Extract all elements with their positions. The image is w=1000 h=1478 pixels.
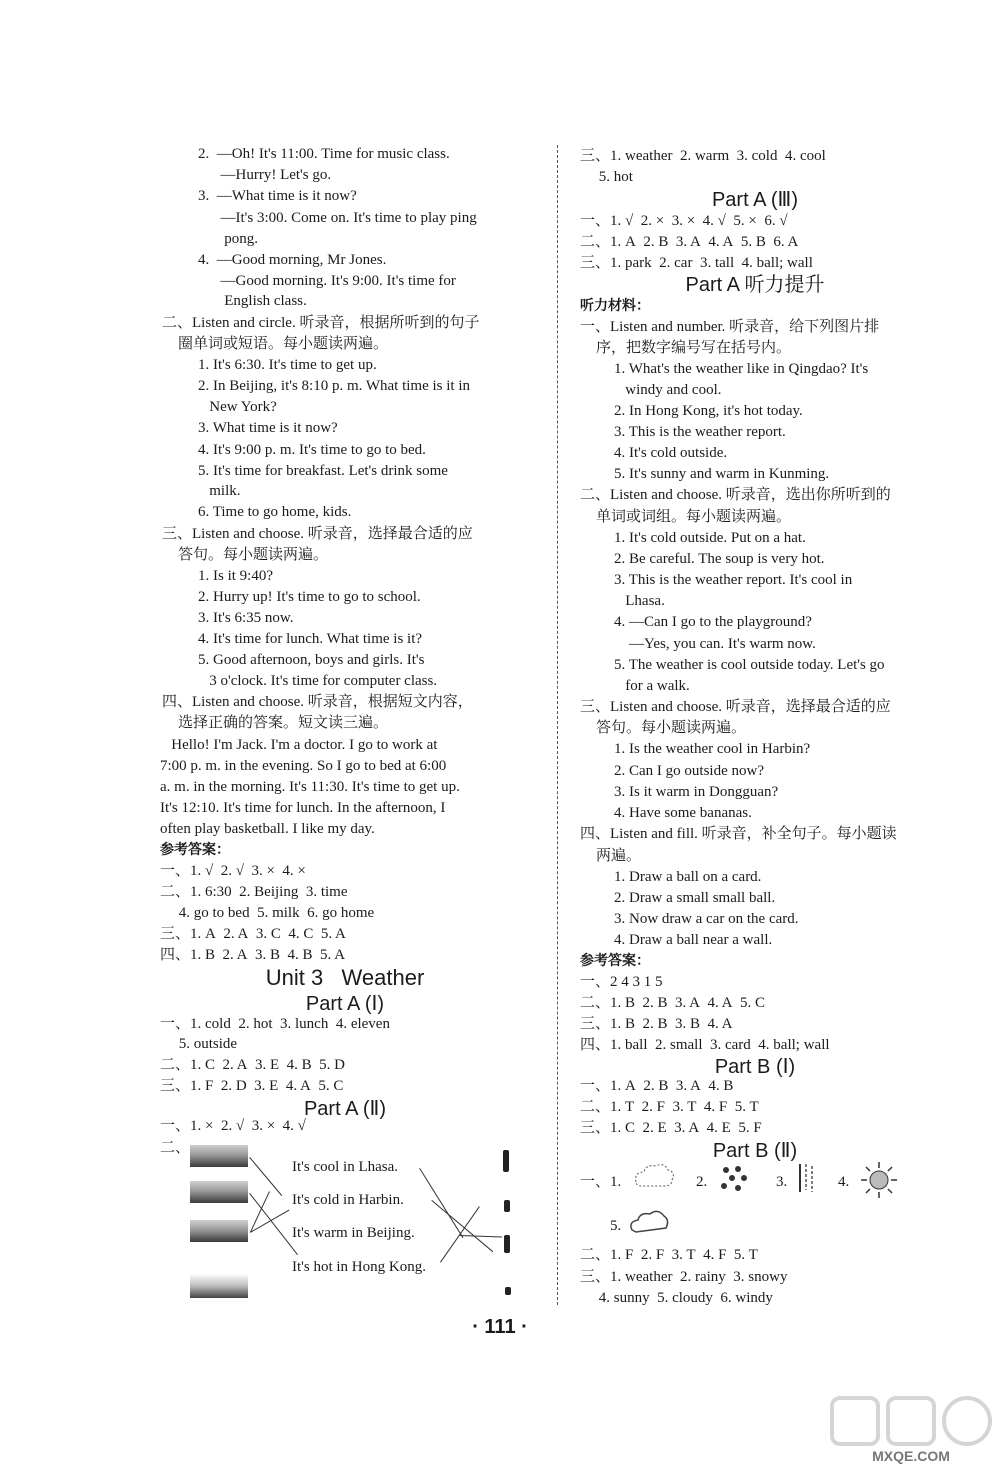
text-line: 3. Is it warm in Dongguan? <box>614 784 779 800</box>
text-line: 选择正确的答案。短文读三遍。 <box>178 715 389 731</box>
text-line: 3. What time is it now? <box>198 420 338 436</box>
item-number: 3. <box>776 1174 788 1190</box>
text-line: 3. It's 6:35 now. <box>198 610 294 626</box>
windy-icon <box>630 1160 678 1196</box>
section-heading: 二、Listen and circle. 听录音，根据所听到的句子 <box>162 315 480 331</box>
unit-title: Unit 3 Weather <box>265 965 425 990</box>
text-line: —Good morning. It's 9:00. It's time for <box>198 273 456 289</box>
text-line: 2. Hurry up! It's time to go to school. <box>198 589 421 605</box>
part-heading: Part A (Ⅰ) <box>305 993 385 1015</box>
answer-line: 二、 <box>160 1140 191 1156</box>
section-heading: 二、Listen and choose. 听录音，选出你所听到的 <box>580 487 891 503</box>
match-sentence: It's warm in Beijing. <box>292 1225 415 1241</box>
match-line <box>419 1168 463 1238</box>
answer-line: 四、1. ball 2. small 3. card 4. ball; wall <box>580 1037 830 1053</box>
page-number: · 111 · <box>472 1316 528 1338</box>
answer-line: 4. sunny 5. cloudy 6. windy <box>580 1290 773 1306</box>
answer-line: 三、1. weather 2. rainy 3. snowy <box>580 1269 788 1285</box>
text-line: It's 12:10. It's time for lunch. In the afternoon, I <box>160 800 446 816</box>
text-line: for a walk. <box>614 678 690 694</box>
item-number: 1. <box>610 1174 622 1190</box>
answer-line: 一、1. √ 2. √ 3. × 4. × <box>160 863 306 879</box>
match-line <box>460 1235 502 1237</box>
text-line: —It's 3:00. Come on. It's time to play ping <box>198 210 477 226</box>
text-line: 1. Is it 9:40? <box>198 568 273 584</box>
text-line: 2. —Oh! It's 11:00. Time for music class. <box>198 146 450 162</box>
answer-line: 二、1. C 2. A 3. E 4. B 5. D <box>160 1057 346 1073</box>
landmark-photo <box>190 1274 248 1298</box>
match-sentence: It's hot in Hong Kong. <box>292 1259 426 1275</box>
thermometer-icon <box>504 1200 510 1212</box>
answer-line: 5. outside <box>160 1036 238 1052</box>
section-heading: 四、Listen and fill. 听录音，补全句子。每小题读 <box>580 826 897 842</box>
thermometer-icon <box>505 1287 511 1295</box>
text-line: 单词或词组。每小题读两遍。 <box>596 509 792 525</box>
text-line: 序，把数字编号写在括号内。 <box>596 340 792 356</box>
text-line: 圈单词或短语。每小题读两遍。 <box>178 336 389 352</box>
text-line: English class. <box>198 293 307 309</box>
answer-line: 一、1. × 2. √ 3. × 4. √ <box>160 1118 306 1134</box>
text-line: 2. Be careful. The soup is very hot. <box>614 551 825 567</box>
text-line: 4. It's 9:00 p. m. It's time to go to bed. <box>198 442 426 458</box>
answer-line: 二、1. F 2. F 3. T 4. F 5. T <box>580 1247 758 1263</box>
section-heading: 三、Listen and choose. 听录音，选择最合适的应 <box>580 699 891 715</box>
text-line: 4. —Can I go to the playground? <box>614 614 812 630</box>
text-line: 两遍。 <box>596 848 642 864</box>
answer-line: 二、1. T 2. F 3. T 4. F 5. T <box>580 1099 759 1115</box>
sunny-icon <box>858 1160 900 1200</box>
cloudy-icon <box>626 1204 672 1238</box>
text-line: 3. —What time is it now? <box>198 188 357 204</box>
text-line: 3 o'clock. It's time for computer class. <box>198 673 438 689</box>
text-line: —Hurry! Let's go. <box>198 167 332 183</box>
match-line <box>249 1157 282 1196</box>
landmark-photo <box>190 1220 248 1242</box>
text-line: 2. Can I go outside now? <box>614 763 764 779</box>
answer-key-label: 参考答案： <box>160 842 230 858</box>
answer-key-label: 参考答案： <box>580 953 650 969</box>
section-heading: 一、Listen and number. 听录音，给下列图片排 <box>580 319 880 335</box>
answer-line: 三、1. weather 2. warm 3. cold 4. cool <box>580 148 826 164</box>
text-line: 答句。每小题读两遍。 <box>178 547 329 563</box>
text-line: 5. The weather is cool outside today. Let's go <box>614 657 885 673</box>
match-line <box>431 1200 493 1252</box>
text-line: Hello! I'm Jack. I'm a doctor. I go to work at <box>160 737 438 753</box>
text-line: milk. <box>198 483 241 499</box>
answer-line: 三、1. B 2. B 3. B 4. A <box>580 1016 733 1032</box>
text-line: 2. In Hong Kong, it's hot today. <box>614 403 803 419</box>
thermometer-icon <box>504 1235 510 1253</box>
text-line: 答句。每小题读两遍。 <box>596 720 747 736</box>
watermark-text: MXQE.COM <box>872 1448 950 1464</box>
text-line: often play basketball. I like my day. <box>160 821 375 837</box>
text-line: 4. It's cold outside. <box>614 445 728 461</box>
text-line: Lhasa. <box>614 593 665 609</box>
text-line: 3. Now draw a car on the card. <box>614 911 799 927</box>
answer-line-label: 一、 <box>580 1174 611 1190</box>
answer-line: 三、1. A 2. A 3. C 4. C 5. A <box>160 926 346 942</box>
answer-line: 一、1. cold 2. hot 3. lunch 4. eleven <box>160 1016 390 1032</box>
text-line: New York? <box>198 399 277 415</box>
text-line: windy and cool. <box>614 382 722 398</box>
part-heading: Part A (Ⅲ) <box>711 189 799 211</box>
text-line: 4. Draw a ball near a wall. <box>614 932 773 948</box>
text-line: 2. In Beijing, it's 8:10 p. m. What time is it in <box>198 378 470 394</box>
item-number: 5. <box>610 1218 622 1234</box>
part-heading: Part A 听力提升 <box>685 274 825 296</box>
text-line: 1. What's the weather like in Qingdao? It's <box>614 361 869 377</box>
part-heading: Part B (Ⅱ) <box>712 1140 798 1162</box>
text-line: —Yes, you can. It's warm now. <box>614 636 816 652</box>
rainy-icon <box>794 1160 824 1196</box>
text-line: 7:00 p. m. in the evening. So I go to bed at 6:00 <box>160 758 447 774</box>
text-line: 3. This is the weather report. It's cool in <box>614 572 853 588</box>
snowy-icon <box>714 1160 754 1196</box>
text-line: a. m. in the morning. It's 11:30. It's time to get up. <box>160 779 460 795</box>
text-line: 1. It's cold outside. Put on a hat. <box>614 530 806 546</box>
part-heading: Part A (Ⅱ) <box>303 1098 387 1120</box>
answer-line: 三、1. C 2. E 3. A 4. E 5. F <box>580 1120 762 1136</box>
text-line: 5. It's sunny and warm in Kunming. <box>614 466 830 482</box>
answer-line: 4. go to bed 5. milk 6. go home <box>160 905 375 921</box>
text-line: 5. It's time for breakfast. Let's drink some <box>198 463 448 479</box>
text-line: 4. —Good morning, Mr Jones. <box>198 252 387 268</box>
answer-line: 二、1. A 2. B 3. A 4. A 5. B 6. A <box>580 234 799 250</box>
text-line: pong. <box>198 231 258 247</box>
match-sentence: It's cool in Lhasa. <box>292 1159 399 1175</box>
listening-material-label: 听力材料： <box>580 298 650 314</box>
text-line: 5. Good afternoon, boys and girls. It's <box>198 652 425 668</box>
text-line: 2. Draw a small small ball. <box>614 890 776 906</box>
answer-line: 四、1. B 2. A 3. B 4. B 5. A <box>160 947 346 963</box>
landmark-photo <box>190 1145 248 1167</box>
item-number: 2. <box>696 1174 708 1190</box>
answer-line: 三、1. F 2. D 3. E 4. A 5. C <box>160 1078 344 1094</box>
text-line: 4. Have some bananas. <box>614 805 752 821</box>
answer-line: 5. hot <box>580 169 633 185</box>
part-heading: Part B (Ⅰ) <box>714 1056 796 1078</box>
thermometer-icon <box>503 1150 509 1172</box>
match-sentence: It's cold in Harbin. <box>292 1192 404 1208</box>
answer-line: 三、1. park 2. car 3. tall 4. ball; wall <box>580 255 813 271</box>
answer-line: 一、2 4 3 1 5 <box>580 974 663 990</box>
column-divider <box>557 145 558 1305</box>
text-line: 6. Time to go home, kids. <box>198 504 352 520</box>
section-heading: 四、Listen and choose. 听录音，根据短文内容， <box>162 694 473 710</box>
item-number: 4. <box>838 1174 850 1190</box>
answer-line: 二、1. 6:30 2. Beijing 3. time <box>160 884 348 900</box>
text-line: 1. Draw a ball on a card. <box>614 869 762 885</box>
answer-line: 一、1. A 2. B 3. A 4. B <box>580 1078 734 1094</box>
text-line: 3. This is the weather report. <box>614 424 786 440</box>
answer-line: 一、1. √ 2. × 3. × 4. √ 5. × 6. √ <box>580 213 788 229</box>
text-line: 1. Is the weather cool in Harbin? <box>614 741 811 757</box>
text-line: 4. It's time for lunch. What time is it? <box>198 631 423 647</box>
answer-line: 二、1. B 2. B 3. A 4. A 5. C <box>580 995 766 1011</box>
text-line: 1. It's 6:30. It's time to get up. <box>198 357 377 373</box>
landmark-photo <box>190 1181 248 1203</box>
match-line <box>249 1193 298 1255</box>
section-heading: 三、Listen and choose. 听录音，选择最合适的应 <box>162 526 473 542</box>
